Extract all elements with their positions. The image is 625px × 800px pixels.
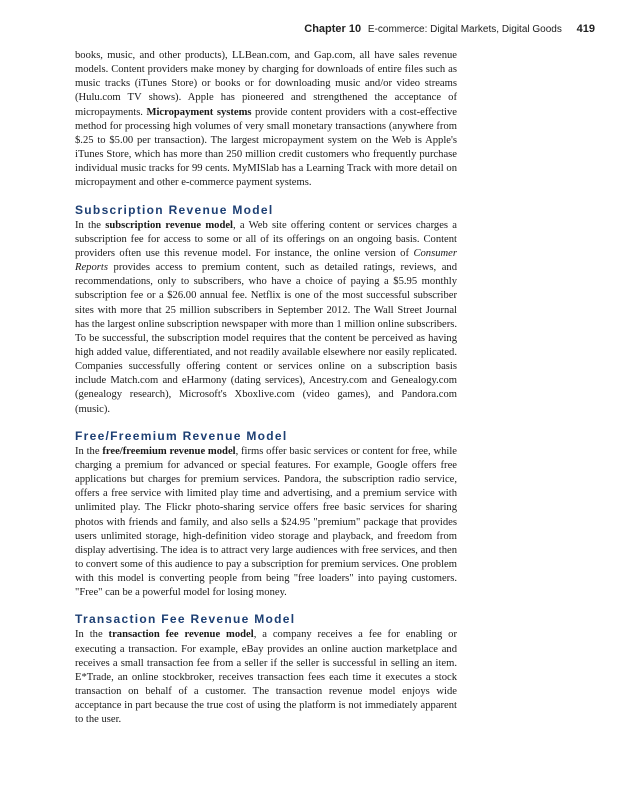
section-heading-freemium: Free/Freemium Revenue Model	[75, 428, 288, 443]
chapter-subtitle: E-commerce: Digital Markets, Digital Goods	[367, 24, 562, 35]
text-run: , a company receives a fee for enabling or executing a transaction. For example, eBay provides an online auction marketplace and receives a small transaction fee from a seller if the seller is successful in selling an item. E*Trade, an online stockbroker, receives transaction fees each time it executes a stock transaction on behalf of a customer. The transaction revenue model enjoys wide acceptance in part because the true cost of using the platform is not immediately apparent to the user.	[75, 629, 457, 726]
text-run: books, music, and other products), LLBean.com, and Gap.com, all have sales revenue models. Content providers make money by charging for downloads of entire files such as music tracks (iTunes Store) or books or for downloading music and/or video streams (Hulu.com TV shows). Apple has pioneered and strengthened the acceptance of micropayments.	[75, 50, 457, 118]
transaction-paragraph	[75, 628, 457, 727]
text-run: provide content providers with a cost-effective method for processing high volumes of very small monetary transactions (anywhere from $.25 to $5.00 per transaction). The largest micropayment system on the Web is Apple's iTunes Store, which has more than 250 million credit customers who frequently purchase individual music tracks for 99 cents. MyMISlab has a Learning Track with more detail on micropayment and other e-commerce payment systems.	[75, 106, 457, 189]
subscription-paragraph	[75, 219, 457, 417]
chapter-label: Chapter 10	[304, 23, 362, 35]
key-term-subscription: subscription revenue model	[105, 219, 233, 231]
key-term-micropayment: Micropayment systems	[146, 106, 252, 118]
text-run: In the	[75, 445, 103, 457]
section-heading-transaction: Transaction Fee Revenue Model	[75, 612, 296, 627]
text-run: , firms offer basic services or content for free, while charging a premium for advanced or special features. For example, Google offers free applications but charges for premium services. Pandora, the subscription radio service, offers a free service with limited play time and advertising, and a premium service with unlimited play. The Flickr photo-sharing service offers free basic services for sharing photos with friends and family, and also sells a $24.95 "premium" package that provides users unlimited storage, high-definition video storage and playback, and freedom from display advertising. The idea is to attract very large audiences with free services, and then to convert some of this audience to pay a subscription for premium services. One problem with this model is converting people from being "free loaders" into paying customers. "Free" can be a powerful model for losing money.	[75, 445, 457, 599]
running-header	[304, 23, 595, 35]
key-term-freemium: free/freemium revenue model	[102, 445, 236, 457]
text-run: provides access to premium content, such as detailed ratings, reviews, and recommendations, only to subscribers, who have a choice of paying a $5.95 monthly subscription fee or a $26.00 annual fee. Netflix is one of the most successful subscriber sites with more that 25 million subscribers in September 2012. The Wall Street Journal has the largest online subscription newspaper with more than 1 million online subscribers. To be successful, the subscription model requires that the content be perceived as having high added value, differentiated, and not readily available elsewhere nor easily replicated. Companies successfully offering content or services online on a subscription basis include Match.com and eHarmony (dating services), Ancestry.com and Genealogy.com (genealogy research), Microsoft's Xboxlive.com (video games), and Pandora.com (music).	[75, 262, 457, 415]
text-run: In the	[75, 219, 106, 231]
publication-title: Consumer Reports	[75, 247, 457, 274]
key-term-transaction-fee: transaction fee revenue model	[108, 629, 254, 641]
section-heading-subscription: Subscription Revenue Model	[75, 202, 274, 217]
page-number: 419	[576, 23, 595, 35]
text-run: In the	[75, 629, 109, 641]
intro-paragraph	[75, 49, 457, 191]
text-run: , a Web site offering content or services charges a subscription fee for access to some or all of its offerings on an ongoing basis. Content providers often use this revenue model. For instance, the online version of	[75, 219, 457, 259]
freemium-paragraph	[75, 445, 457, 601]
page-body	[75, 49, 457, 728]
